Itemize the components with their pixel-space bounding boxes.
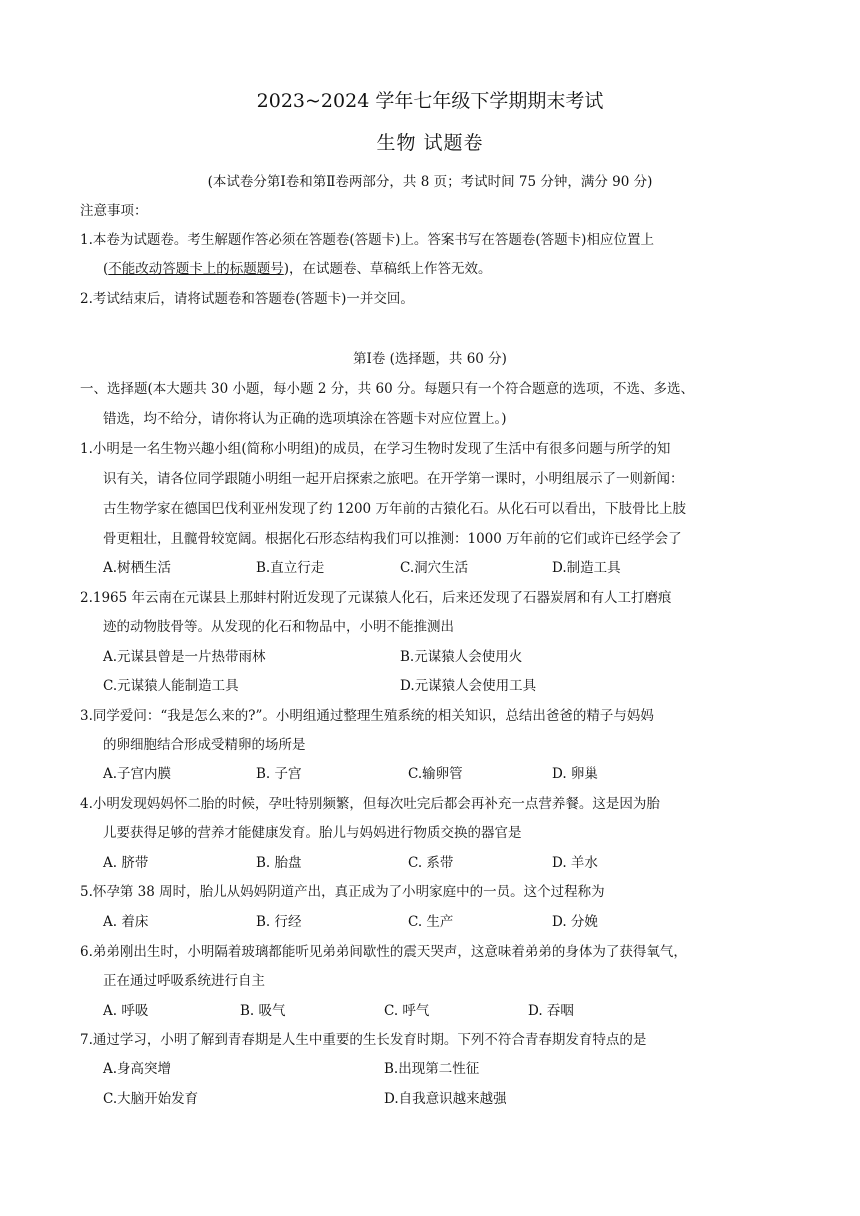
question-2-line-1: 2.1965 年云南在元谋县上那蚌村附近发现了元谋猿人化石，后来还发现了石器炭屑和有人工打磨痕 bbox=[80, 590, 672, 606]
question-5-option-d: D. 分娩 bbox=[552, 914, 598, 930]
question-3-line-1: 3.同学爱问：“我是怎么来的?”。小明组通过整理生殖系统的相关知识，总结出爸爸的精子与妈妈 bbox=[80, 708, 654, 724]
part-1-heading: 第Ⅰ卷 (选择题，共 60 分) bbox=[353, 351, 507, 367]
notice-item-1-line-2 bbox=[103, 259, 492, 279]
question-2-line-2: 迹的动物肢骨等。从发现的化石和物品中，小明不能推测出 bbox=[103, 619, 454, 635]
question-3-option-a: A.子宫内膜 bbox=[103, 766, 172, 782]
question-1-option-c: C.洞穴生活 bbox=[400, 560, 469, 576]
question-5-line-1: 5.怀孕第 38 周时，胎儿从妈妈阴道产出，真正成为了小明家庭中的一员。这个过程称为 bbox=[80, 884, 605, 900]
question-5-option-c: C. 生产 bbox=[408, 914, 454, 930]
question-1-line-2: 识有关，请各位同学跟随小明组一起开启探索之旅吧。在开学第一课时，小明组展示了一则新闻： bbox=[103, 471, 684, 487]
notice-underlined-text: 不能改动答题卡上的标题题号 bbox=[108, 261, 284, 277]
question-3-line-2: 的卵细胞结合形成受精卵的场所是 bbox=[103, 737, 306, 753]
question-6-option-b: B. 吸气 bbox=[240, 1003, 286, 1019]
question-6-option-a: A. 呼吸 bbox=[103, 1003, 149, 1019]
question-5-option-a: A. 着床 bbox=[103, 914, 149, 930]
question-2-option-c: C.元谋猿人能制造工具 bbox=[103, 678, 239, 694]
question-6-line-1: 6.弟弟刚出生时，小明隔着玻璃都能听见弟弟间歇性的震天哭声，这意味着弟弟的身体为了获得氧气， bbox=[80, 944, 687, 960]
question-4-option-c: C. 系带 bbox=[408, 855, 454, 871]
question-1-line-3: 古生物学家在德国巴伐利亚州发现了约 1200 万年前的古猿化石。从化石可以看出，下肢骨比上肢 bbox=[103, 501, 686, 517]
question-3-option-c: C.输卵管 bbox=[408, 766, 463, 782]
question-4-option-a: A. 脐带 bbox=[103, 855, 149, 871]
question-1-line-1: 1.小明是一名生物兴趣小组(简称小明组)的成员，在学习生物时发现了生活中有很多问题与所学的知 bbox=[80, 441, 671, 457]
question-2-option-a: A.元谋县曾是一片热带雨林 bbox=[103, 649, 266, 665]
notice-item-1-line-1: 1.本卷为试题卷。考生解题作答必须在答题卷(答题卡)上。答案书写在答题卷(答题卡)相应位置上 bbox=[80, 232, 654, 248]
question-3-option-b: B. 子宫 bbox=[256, 766, 302, 782]
notice-line-rest: )，在试题卷、草稿纸上作答无效。 bbox=[283, 261, 492, 277]
question-5-option-b: B. 行经 bbox=[256, 914, 302, 930]
question-4-option-b: B. 胎盘 bbox=[256, 855, 302, 871]
question-4-option-d: D. 羊水 bbox=[552, 855, 598, 871]
question-2-option-b: B.元谋猿人会使用火 bbox=[400, 649, 523, 665]
question-7-option-a: A.身高突增 bbox=[103, 1061, 172, 1077]
question-6-line-2: 正在通过呼吸系统进行自主 bbox=[103, 973, 265, 989]
question-1-option-a: A.树栖生活 bbox=[103, 560, 172, 576]
question-7-line-1: 7.通过学习，小明了解到青春期是人生中重要的生长发育时期。下列不符合青春期发育特点的是 bbox=[80, 1032, 647, 1048]
notice-item-2: 2.考试结束后，请将试题卷和答题卷(答题卡)一并交回。 bbox=[80, 291, 414, 307]
question-6-option-c: C. 呼气 bbox=[384, 1003, 430, 1019]
question-4-line-1: 4.小明发现妈妈怀二胎的时候，孕吐特别频繁，但每次吐完后都会再补充一点营养餐。这是因为胎 bbox=[80, 796, 660, 812]
question-1-option-d: D.制造工具 bbox=[552, 560, 621, 576]
exam-info: (本试卷分第Ⅰ卷和第Ⅱ卷两部分，共 8 页；考试时间 75 分钟，满分 90 分) bbox=[207, 174, 653, 190]
question-7-option-d: D.自我意识越来越强 bbox=[384, 1091, 507, 1107]
exam-title: 2023~2024 学年七年级下学期期末考试 bbox=[256, 90, 604, 112]
question-2-option-d: D.元谋猿人会使用工具 bbox=[400, 678, 537, 694]
question-6-option-d: D. 吞咽 bbox=[528, 1003, 574, 1019]
exam-subtitle: 生物 试题卷 bbox=[376, 132, 484, 154]
section-instructions-line-1: 一、选择题(本大题共 30 小题，每小题 2 分，共 60 分。每题只有一个符合题意的选项，不选、多选、 bbox=[80, 381, 694, 397]
question-1-line-4: 骨更粗壮，且髋骨较宽阔。根据化石形态结构我们可以推测：1000 万年前的它们或许已经学会了 bbox=[103, 531, 682, 547]
question-1-option-b: B.直立行走 bbox=[256, 560, 325, 576]
section-instructions-line-2: 错选，均不给分，请你将认为正确的选项填涂在答题卡对应位置上。) bbox=[103, 411, 507, 427]
question-7-option-c: C.大脑开始发育 bbox=[103, 1091, 199, 1107]
notice-heading: 注意事项： bbox=[80, 203, 148, 219]
notice-paren-open: ( bbox=[103, 261, 109, 277]
question-4-line-2: 儿要获得足够的营养才能健康发育。胎儿与妈妈进行物质交换的器官是 bbox=[103, 825, 522, 841]
question-7-option-b: B.出现第二性征 bbox=[384, 1061, 480, 1077]
question-3-option-d: D. 卵巢 bbox=[552, 766, 598, 782]
